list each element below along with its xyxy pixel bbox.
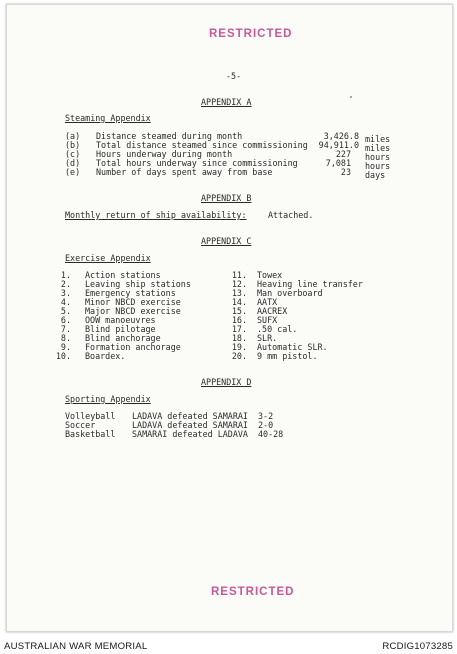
steaming-appendix-title: Steaming Appendix — [65, 113, 151, 123]
sport-name: Soccer — [65, 420, 96, 430]
row-value: 3,426.8 — [323, 131, 359, 141]
list-number: 13. — [231, 288, 247, 298]
list-number: 1. — [60, 270, 71, 280]
list-number: 17. — [231, 324, 247, 334]
list-number: 9. — [60, 342, 71, 352]
document-page — [6, 4, 453, 632]
list-item: Boardex. — [85, 351, 126, 361]
row-letter: (d) — [65, 158, 81, 168]
row-value: 7,081 — [325, 158, 351, 168]
sport-name: Volleyball — [65, 411, 116, 421]
row-letter: (c) — [65, 149, 81, 159]
list-item: Man overboard — [257, 288, 323, 298]
list-item: SUFX — [257, 315, 278, 325]
list-item: AACREX — [257, 306, 288, 316]
match-score: 3-2 — [258, 411, 274, 421]
page-number: -5- — [226, 71, 242, 81]
list-number: 8. — [60, 333, 71, 343]
list-item: Blind pilotage — [85, 324, 156, 334]
restricted-stamp-top: RESTRICTED — [209, 28, 293, 40]
list-item: Emergency stations — [85, 288, 176, 298]
list-number: 20. — [231, 351, 247, 361]
list-number: 6. — [60, 315, 71, 325]
row-text: Distance steamed during month — [96, 131, 243, 141]
sport-name: Basketball — [65, 429, 116, 439]
row-unit: miles — [365, 134, 391, 144]
ship-availability-value: Attached. — [268, 210, 314, 220]
list-number: 2. — [60, 279, 71, 289]
list-item: Heaving line transfer — [257, 279, 363, 289]
row-unit: hours — [365, 152, 391, 162]
appendix-d-heading: APPENDIX D — [201, 377, 252, 387]
sporting-appendix-title: Sporting Appendix — [65, 394, 151, 404]
list-item: Leaving ship stations — [85, 279, 191, 289]
list-item: SLR. — [257, 333, 278, 343]
row-unit: hours — [365, 161, 391, 171]
list-item: Automatic SLR. — [257, 342, 328, 352]
row-unit: days — [365, 170, 386, 180]
match-score: 40-28 — [258, 429, 284, 439]
footer-record-id: RCDIG1073285 — [382, 641, 453, 652]
appendix-b-heading: APPENDIX B — [201, 193, 252, 203]
list-item: .50 cal. — [257, 324, 298, 334]
row-unit: miles — [365, 143, 391, 153]
list-item: 9 mm pistol. — [257, 351, 318, 361]
list-item: Minor NBCD exercise — [85, 297, 181, 307]
list-item: OOW manoeuvres — [85, 315, 156, 325]
row-text: Number of days spent away from base — [96, 167, 273, 177]
row-letter: (e) — [65, 167, 81, 177]
footer-archive-name: AUSTRALIAN WAR MEMORIAL — [4, 641, 148, 652]
list-item: Major NBCD exercise — [85, 306, 181, 316]
list-number: 4. — [60, 297, 71, 307]
list-number: 18. — [231, 333, 247, 343]
list-item: Towex — [257, 270, 283, 280]
exercise-appendix-title: Exercise Appendix — [65, 253, 151, 263]
list-item: AATX — [257, 297, 278, 307]
match-score: 2-0 — [258, 420, 274, 430]
row-value: 23 — [340, 167, 351, 177]
row-letter: (b) — [65, 140, 81, 150]
match-result: LADAVA defeated SAMARAI — [132, 420, 248, 430]
appendix-c-heading: APPENDIX C — [201, 236, 252, 246]
restricted-stamp-bottom: RESTRICTED — [211, 586, 295, 598]
list-number: 11. — [231, 270, 247, 280]
list-number: 5. — [60, 306, 71, 316]
match-result: SAMARAI defeated LADAVA — [132, 429, 248, 439]
list-item: Action stations — [85, 270, 161, 280]
list-number: 15. — [231, 306, 247, 316]
list-number: 16. — [231, 315, 247, 325]
row-value: 227 — [335, 149, 351, 159]
list-number: 12. — [231, 279, 247, 289]
row-text: Total distance steamed since commissioning — [96, 140, 308, 150]
row-text: Total hours underway since commissioning — [96, 158, 298, 168]
row-text: Hours underway during month — [96, 149, 233, 159]
list-number: 10. — [55, 351, 71, 361]
list-number: 19. — [231, 342, 247, 352]
list-number: 14. — [231, 297, 247, 307]
list-item: Blind anchorage — [85, 333, 161, 343]
list-item: Formation anchorage — [85, 342, 181, 352]
ship-availability-label: Monthly return of ship availability: — [65, 210, 247, 220]
appendix-a-heading: APPENDIX A — [201, 97, 252, 107]
match-result: LADAVA defeated SAMARAI — [132, 411, 248, 421]
row-value: 94,911.0 — [318, 140, 359, 150]
ink-speck — [350, 96, 352, 98]
list-number: 7. — [60, 324, 71, 334]
list-number: 3. — [60, 288, 71, 298]
row-letter: (a) — [65, 131, 81, 141]
